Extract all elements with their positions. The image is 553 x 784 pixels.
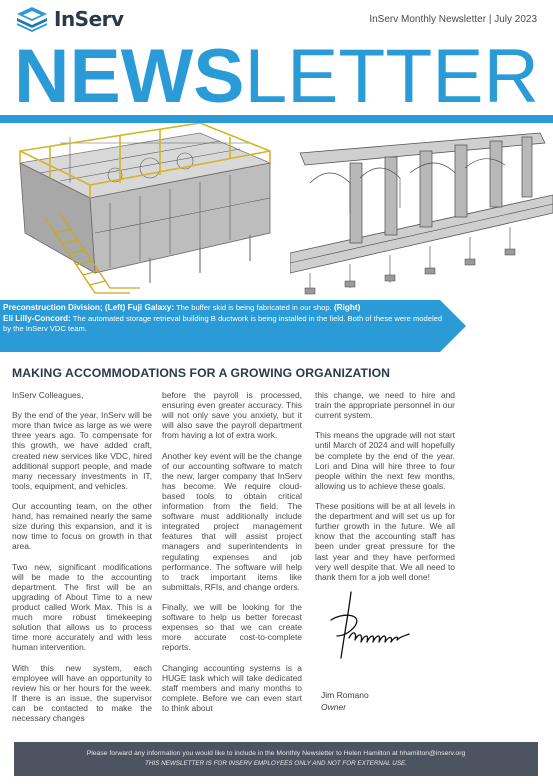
accent-rule: [0, 115, 553, 123]
article-column-1: [12, 390, 152, 733]
article-column-2: [162, 390, 302, 723]
paragraph: Changing accounting systems is a HUGE task which will take dedicated staff members and many months to complete. Before we can even start to think about: [162, 662, 302, 713]
page-header: [0, 0, 553, 40]
masthead-title: [14, 38, 539, 108]
buffer-skid-model-image: [0, 123, 290, 300]
paragraph: By the end of the year, InServ will be more than twice as large as we were three years ago. To compensate for this growth, we have added craft, created new services like VDC, hired additional support people, and made many necessary investments in IT, tools, equipment, and vehicles.: [12, 410, 152, 491]
handwritten-signature: [323, 590, 413, 660]
caption-label-right-marker: (Right): [331, 303, 361, 312]
paragraph: With this new system, each employee will have an opportunity to review his or her hours for the week. If there is an issue, the supervisor can be contacted to make the necessary changes: [12, 662, 152, 723]
photo-caption: [3, 303, 443, 335]
masthead-bold: NEWS: [14, 38, 242, 108]
paragraph: This means the upgrade will not start until March of 2024 and will hopefully be complete by the end of the year. Lori and Dina will hire three to four people within the next few months, allowing us to achieve these goals.: [315, 430, 455, 491]
paragraph: These positions will be at all levels in the department and will set us up for further growth in the future. We all know that the accounting staff has been under great pressure for the last year and they have performed very well despite that. We all need to thank them for a job well done!: [315, 501, 455, 582]
brand-logo: [16, 6, 124, 32]
inserv-logo-icon: [16, 6, 48, 32]
caption-label-right: Eli Lilly-Concord:: [3, 313, 71, 323]
issue-line: InServ Monthly Newsletter | July 2023: [369, 14, 537, 25]
svg-text:NEWSLETTER: [14, 38, 539, 108]
page-footer: [14, 742, 538, 776]
article-column-3: [315, 390, 455, 592]
caption-text-right: The automated storage retrieval building B ductwork is being installed in the field. Both of these were modeled by the InServ VDC team.: [3, 313, 443, 334]
signer-title: Owner: [321, 702, 347, 712]
paragraph: Another key event will be the change of our accounting software to match the new, larger company that InServ has become. We require cloud-based tools to obtain critical information from the field. The software must additionally include integrated project management features that will assist project managers and superintendents in regulating expenses and job performance. The software will help to track important items like submittals, RFIs, and change orders.: [162, 450, 302, 592]
article-headline: MAKING ACCOMMODATIONS FOR A GROWING ORGANIZATION: [12, 366, 391, 380]
paragraph: this change, we need to hire and train the appropriate personnel in our current system.: [315, 390, 455, 421]
footer-contact-note: Please forward any information you would like to include in the Monthly Newsletter to Helen Hamilton at hhamilton@inserv.org: [86, 750, 466, 757]
paragraph: Two new, significant modifications will be made to the accounting department. The first will be an upgrading of About Time to a new product called Work Max. This is a much more robust timekeeping solution that allows us to process time more accurately and with less human intervention.: [12, 561, 152, 653]
paragraph: InServ Colleagues,: [12, 390, 84, 400]
ductwork-model-image: [290, 123, 553, 300]
brand-name: InServ: [54, 7, 124, 31]
paragraph: before the payroll is processed, ensuring even greater accuracy. This will not only save you anxiety, but it will also save the payroll department from having a lot of extra work.: [162, 390, 302, 441]
footer-disclaimer: THIS NEWSLETTER IS FOR INSERV EMPLOYEES ONLY AND NOT FOR EXTERNAL USE.: [145, 760, 407, 767]
paragraph: Our accounting team, on the other hand, has remained nearly the same size during this expansion, and it is now time to focus on growth in that area.: [12, 501, 152, 552]
masthead-light: LETTER: [244, 38, 536, 108]
paragraph: Finally, we will be looking for the software to help us better forecast expenses so that we can create more accurate cost-to-complete reports.: [162, 601, 302, 653]
signer-name: Jim Romano: [321, 690, 369, 700]
caption-label-left: Preconstruction Division; (Left) Fuji Galaxy:: [3, 303, 175, 312]
caption-text-left: The buffer skid is being fabricated in our shop.: [174, 303, 332, 312]
